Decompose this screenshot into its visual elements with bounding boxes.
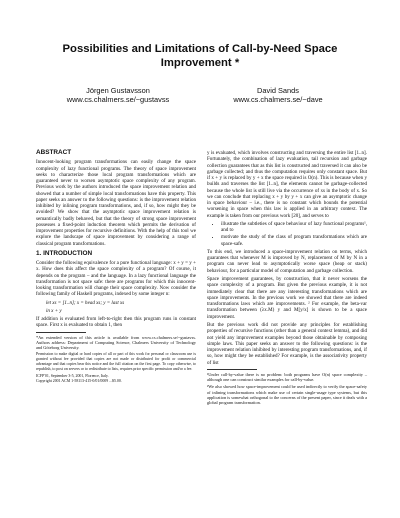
permission-notice: Permission to make digital or hard copies of all or part of this work for personal or classroom use is granted without fee provided that copies are not made or distributed for profit or commercial advantage and that copies bear this notice and the full citation on the first page. To copy otherwise, to republish, to post on servers or to redistribute to lists, requires prior specific permission and/or a fee. bbox=[36, 352, 196, 371]
footnote-rule bbox=[207, 369, 257, 370]
footnote-rule bbox=[36, 332, 86, 333]
paragraph: Consider the following equivalence for a pure functional language: x + y = y + x. How does this affect the space complexity of a program? Of course, it depends on the program – and the language. In a lazy functional language the transformation is not space safe: there are programs for which this innocent-looking transformation will change their space complexity. Now consider the following family of Haskell programs, indexed by some integer n: bbox=[36, 260, 196, 298]
author-block bbox=[28, 86, 208, 104]
author-name: David Sands bbox=[257, 86, 299, 95]
right-column bbox=[207, 150, 367, 407]
paragraph: y is evaluated, which involves constructing and traversing the entire list [1..n]. Fortunately, the combination of lazy evaluation, tail recursion and garbage collection guarantees that as this list is constructed and traversed it can also be garbage collected; and thus the computation requires only constant space. But if x + y is replaced by y + x the space required is O(n). This is because when y builds and traverses the list [1..n], the elements cannot be garbage-collected because the whole list is still live via the occurrence of xs in the body of x. So we can conclude that replacing x + y by y + x can give an asymptotic change in space behaviour – i.e., there is no constant which bounds the potential worsening in space when this law is applied in an arbitrary context. The example is taken from our previous work [20], and serves to bbox=[207, 150, 367, 219]
code-line: in x + y bbox=[46, 307, 62, 314]
copyright-notice: Copyright 2001 ACM 1-58113-415-0/01/0009 ...$5.00. bbox=[36, 378, 122, 383]
author-name: Jörgen Gustavsson bbox=[86, 86, 150, 95]
footnote: ²We also showed how space-improvement could be used indirectly to verify the space-safety of inlining transformations which make use of certain single-usage type systems, but this application is somewhat orthogonal to the concerns of the present paper, since it deals with a global program transformation. bbox=[207, 384, 367, 406]
author-block bbox=[188, 86, 368, 104]
author-url: www.cs.chalmers.se/~dave bbox=[233, 95, 323, 104]
paragraph: But the previous work did not provide any principles for establishing properties of recursive functions (other than a general context lemma), and did not yield any improvement examples beyond those obtainable by composing simple laws. This paper seeks an answer to the following questions: is the improvement relation inhibited by interesting program transformations, and, if so, how might they be established? For example, is the associativity property of list bbox=[207, 322, 367, 366]
footnote: ¹Under call-by-value there is no problem: both programs have O(n) space complexity – although one can construct similar examples for call-by-value. bbox=[207, 371, 367, 383]
paragraph: To this end, we introduced a space-improvement relation on terms, which guarantees that whenever M is improved by N, replacement of M by N in a program can never lead to asymptotically worse space (heap or stack) behaviour, for a particular model of computation and garbage collection. bbox=[207, 248, 367, 274]
paper-title: Possibilities and Limitations of Call-by-Need Space Improvement * bbox=[62, 43, 338, 69]
bullet-list bbox=[207, 221, 367, 247]
paragraph: If addition is evaluated from left-to-right then this program runs in constant space. First x is evaluated to obtain 1, then bbox=[36, 316, 196, 329]
list-item: • motivate the study of the class of program transformations which are space-safe. bbox=[221, 234, 367, 247]
list-item: • illustrate the subtleties of space behaviour of lazy functional programs¹, and to bbox=[221, 221, 367, 234]
conference-info: ICFP'01, September 3-5, 2001, Florence, Italy. bbox=[36, 373, 109, 378]
author-url: www.cs.chalmers.se/~gustavss bbox=[66, 95, 170, 104]
left-column bbox=[36, 150, 196, 383]
abstract-text: Innocent-looking program transformations can easily change the space complexity of lazy functional programs. The theory of space improvement seeks to characterize those local program transformations which are guaranteed never to worsen asymptotic space complexity of any program. Previous work by the authors introduced the space improvement relation and showed that a number of simple local transformations have this property. This paper seeks an answer to the following questions: is the improvement relation inhibited by inlining program transformations, and, if so, how might they be avoided? We show that the asymptotic space improvement relation is semantically badly behaved, but that the theory of strong space improvement possesses a fixed-point induction theorem which permits the derivation of improvement properties for recursive definitions. With the help of this tool we explore the landscape of space improvement by considering a range of classical program transformations. bbox=[36, 159, 196, 247]
code-line: let xs = [1..n]; x = head xs; y = last xs bbox=[46, 299, 125, 306]
section-heading: 1. INTRODUCTION bbox=[36, 249, 93, 257]
abstract-heading: ABSTRACT bbox=[36, 149, 72, 156]
paragraph: Space improvement guarantees, by construction, that it never worsens the space complexity of a program. But given the previous example, it is not immediately clear that there are any interesting transformations which are space improvements. In the previous work we showed that there are indeed transformations laws which are improvements. ² For example, the beta-var transformation between (λx.M) y and M[y/x] is shown to be a space improvement. bbox=[207, 276, 367, 320]
footnote: *An extended version of this article is available from www.cs.chalmers.se/~gustavss. Authors address: Department of Computing Science, Chalmers University of Technology and Göteborg University. bbox=[36, 334, 196, 351]
